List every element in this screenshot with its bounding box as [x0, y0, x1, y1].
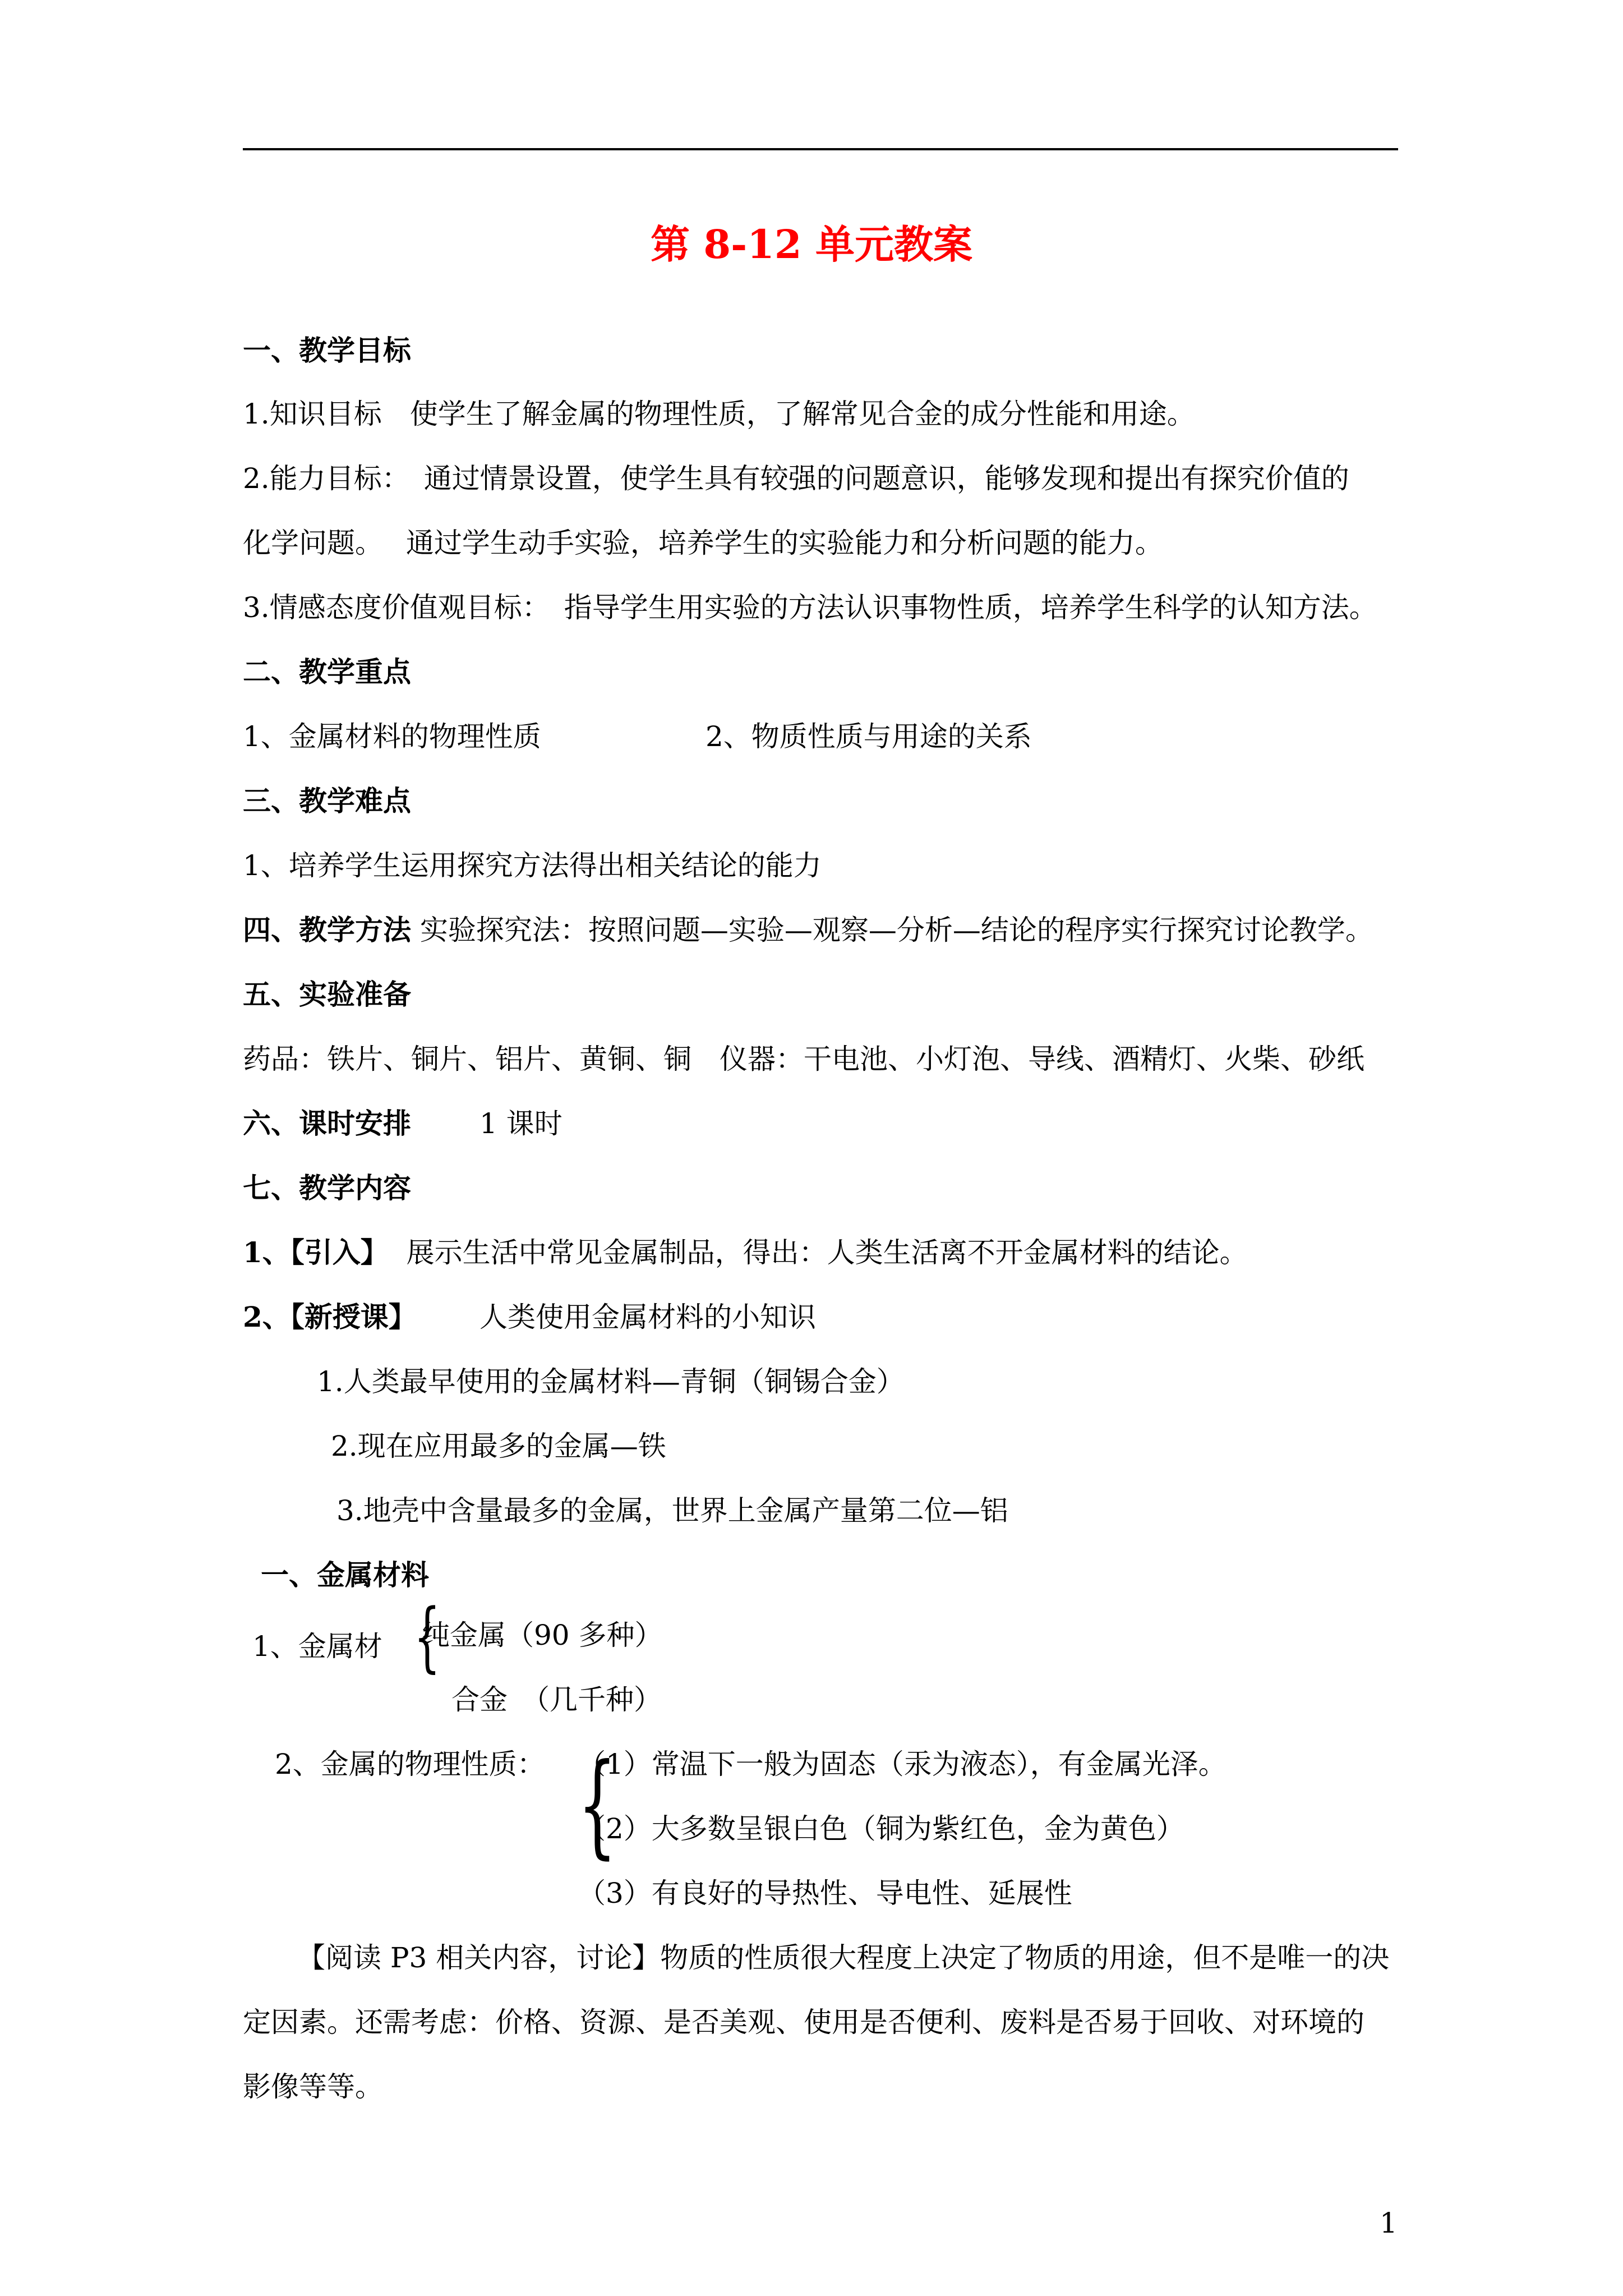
method-text: 实验探究法：按照问题—实验—观察—分析—结论的程序实行探究讨论教学。 — [419, 914, 1373, 946]
metal-materials-label: 1、金属材 — [252, 1630, 382, 1663]
property-3: （3）有良好的导热性、导电性、延展性 — [578, 1877, 1072, 1910]
reading-line-2: 定因素。还需考虑：价格、资源、是否美观、使用是否便利、废料是否易于回收、对环境的 — [243, 2006, 1364, 2039]
preparation-materials: 药品：铁片、铜片、铝片、黄铜、铜 仪器：干电池、小灯泡、导线、酒精灯、火柴、砂纸 — [243, 1043, 1364, 1075]
brace-metal-types: { — [414, 1593, 441, 1681]
section-heading-metal-materials: 一、金属材料 — [261, 1558, 429, 1591]
section-heading-preparation: 五、实验准备 — [243, 978, 411, 1011]
intro-label: 1、【引入】 — [243, 1236, 389, 1269]
section-heading-schedule: 六、课时安排 — [243, 1107, 411, 1140]
knowledge-point-1: 1.人类最早使用的金属材料—青铜（铜锡合金） — [317, 1365, 905, 1398]
key-point-2: 2、物质性质与用途的关系 — [706, 720, 1032, 753]
objective-values: 3.情感态度价值观目标： 指导学生用实验的方法认识事物性质，培养学生科学的认知方法。 — [243, 591, 1377, 624]
alloy: 合金 （几千种） — [451, 1683, 662, 1716]
reading-line-3: 影像等等。 — [243, 2070, 383, 2103]
key-point-1: 1、金属材料的物理性质 — [243, 720, 541, 753]
section-heading-objectives: 一、教学目标 — [243, 334, 411, 367]
page-number: 1 — [1380, 2207, 1398, 2239]
difficulty-1: 1、培养学生运用探究方法得出相关结论的能力 — [243, 849, 822, 882]
teaching-method — [243, 910, 1373, 950]
knowledge-point-2: 2.现在应用最多的金属—铁 — [331, 1430, 666, 1462]
property-2: （2）大多数呈银白色（铜为紫红色，金为黄色） — [578, 1812, 1184, 1845]
new-lesson-line — [243, 1297, 417, 1337]
new-lesson-label: 2、【新授课】 — [243, 1300, 417, 1333]
section-heading-content: 七、教学内容 — [243, 1171, 411, 1204]
pure-metal: 纯金属（90 多种） — [422, 1619, 663, 1651]
reading-label: 【阅读 P3 相关内容，讨论】 — [297, 1941, 661, 1974]
schedule-text: 1 课时 — [479, 1107, 562, 1140]
section-heading-key-points: 二、教学重点 — [243, 655, 411, 688]
brace-physical-properties: { — [578, 1740, 617, 1870]
section-heading-difficulties: 三、教学难点 — [243, 784, 411, 817]
section-heading-method: 四、教学方法 — [243, 913, 411, 946]
reading-text-1: 物质的性质很大程度上决定了物质的用途，但不是唯一的决 — [660, 1941, 1390, 1974]
reading-line-1 — [297, 1938, 1389, 1977]
knowledge-point-3: 3.地壳中含量最多的金属，世界上金属产量第二位—铝 — [336, 1494, 1008, 1527]
intro-line — [243, 1233, 1248, 1272]
objective-ability: 2.能力目标： 通过情景设置，使学生具有较强的问题意识，能够发现和提出有探究价值的 — [243, 462, 1349, 495]
objective-ability-cont: 化学问题。 通过学生动手实验，培养学生的实验能力和分析问题的能力。 — [243, 527, 1163, 559]
header-rule — [243, 148, 1398, 150]
document-title: 第 8-12 单元教案 — [651, 221, 972, 268]
physical-properties-label: 2、金属的物理性质： — [275, 1748, 545, 1780]
intro-text: 展示生活中常见金属制品，得出：人类生活离不开金属材料的结论。 — [406, 1236, 1248, 1269]
property-1: （1）常温下一般为固态（汞为液态），有金属光泽。 — [578, 1748, 1227, 1780]
objective-knowledge: 1.知识目标 使学生了解金属的物理性质，了解常见合金的成分性能和用途。 — [243, 398, 1195, 430]
new-lesson-text: 人类使用金属材料的小知识 — [479, 1301, 816, 1333]
